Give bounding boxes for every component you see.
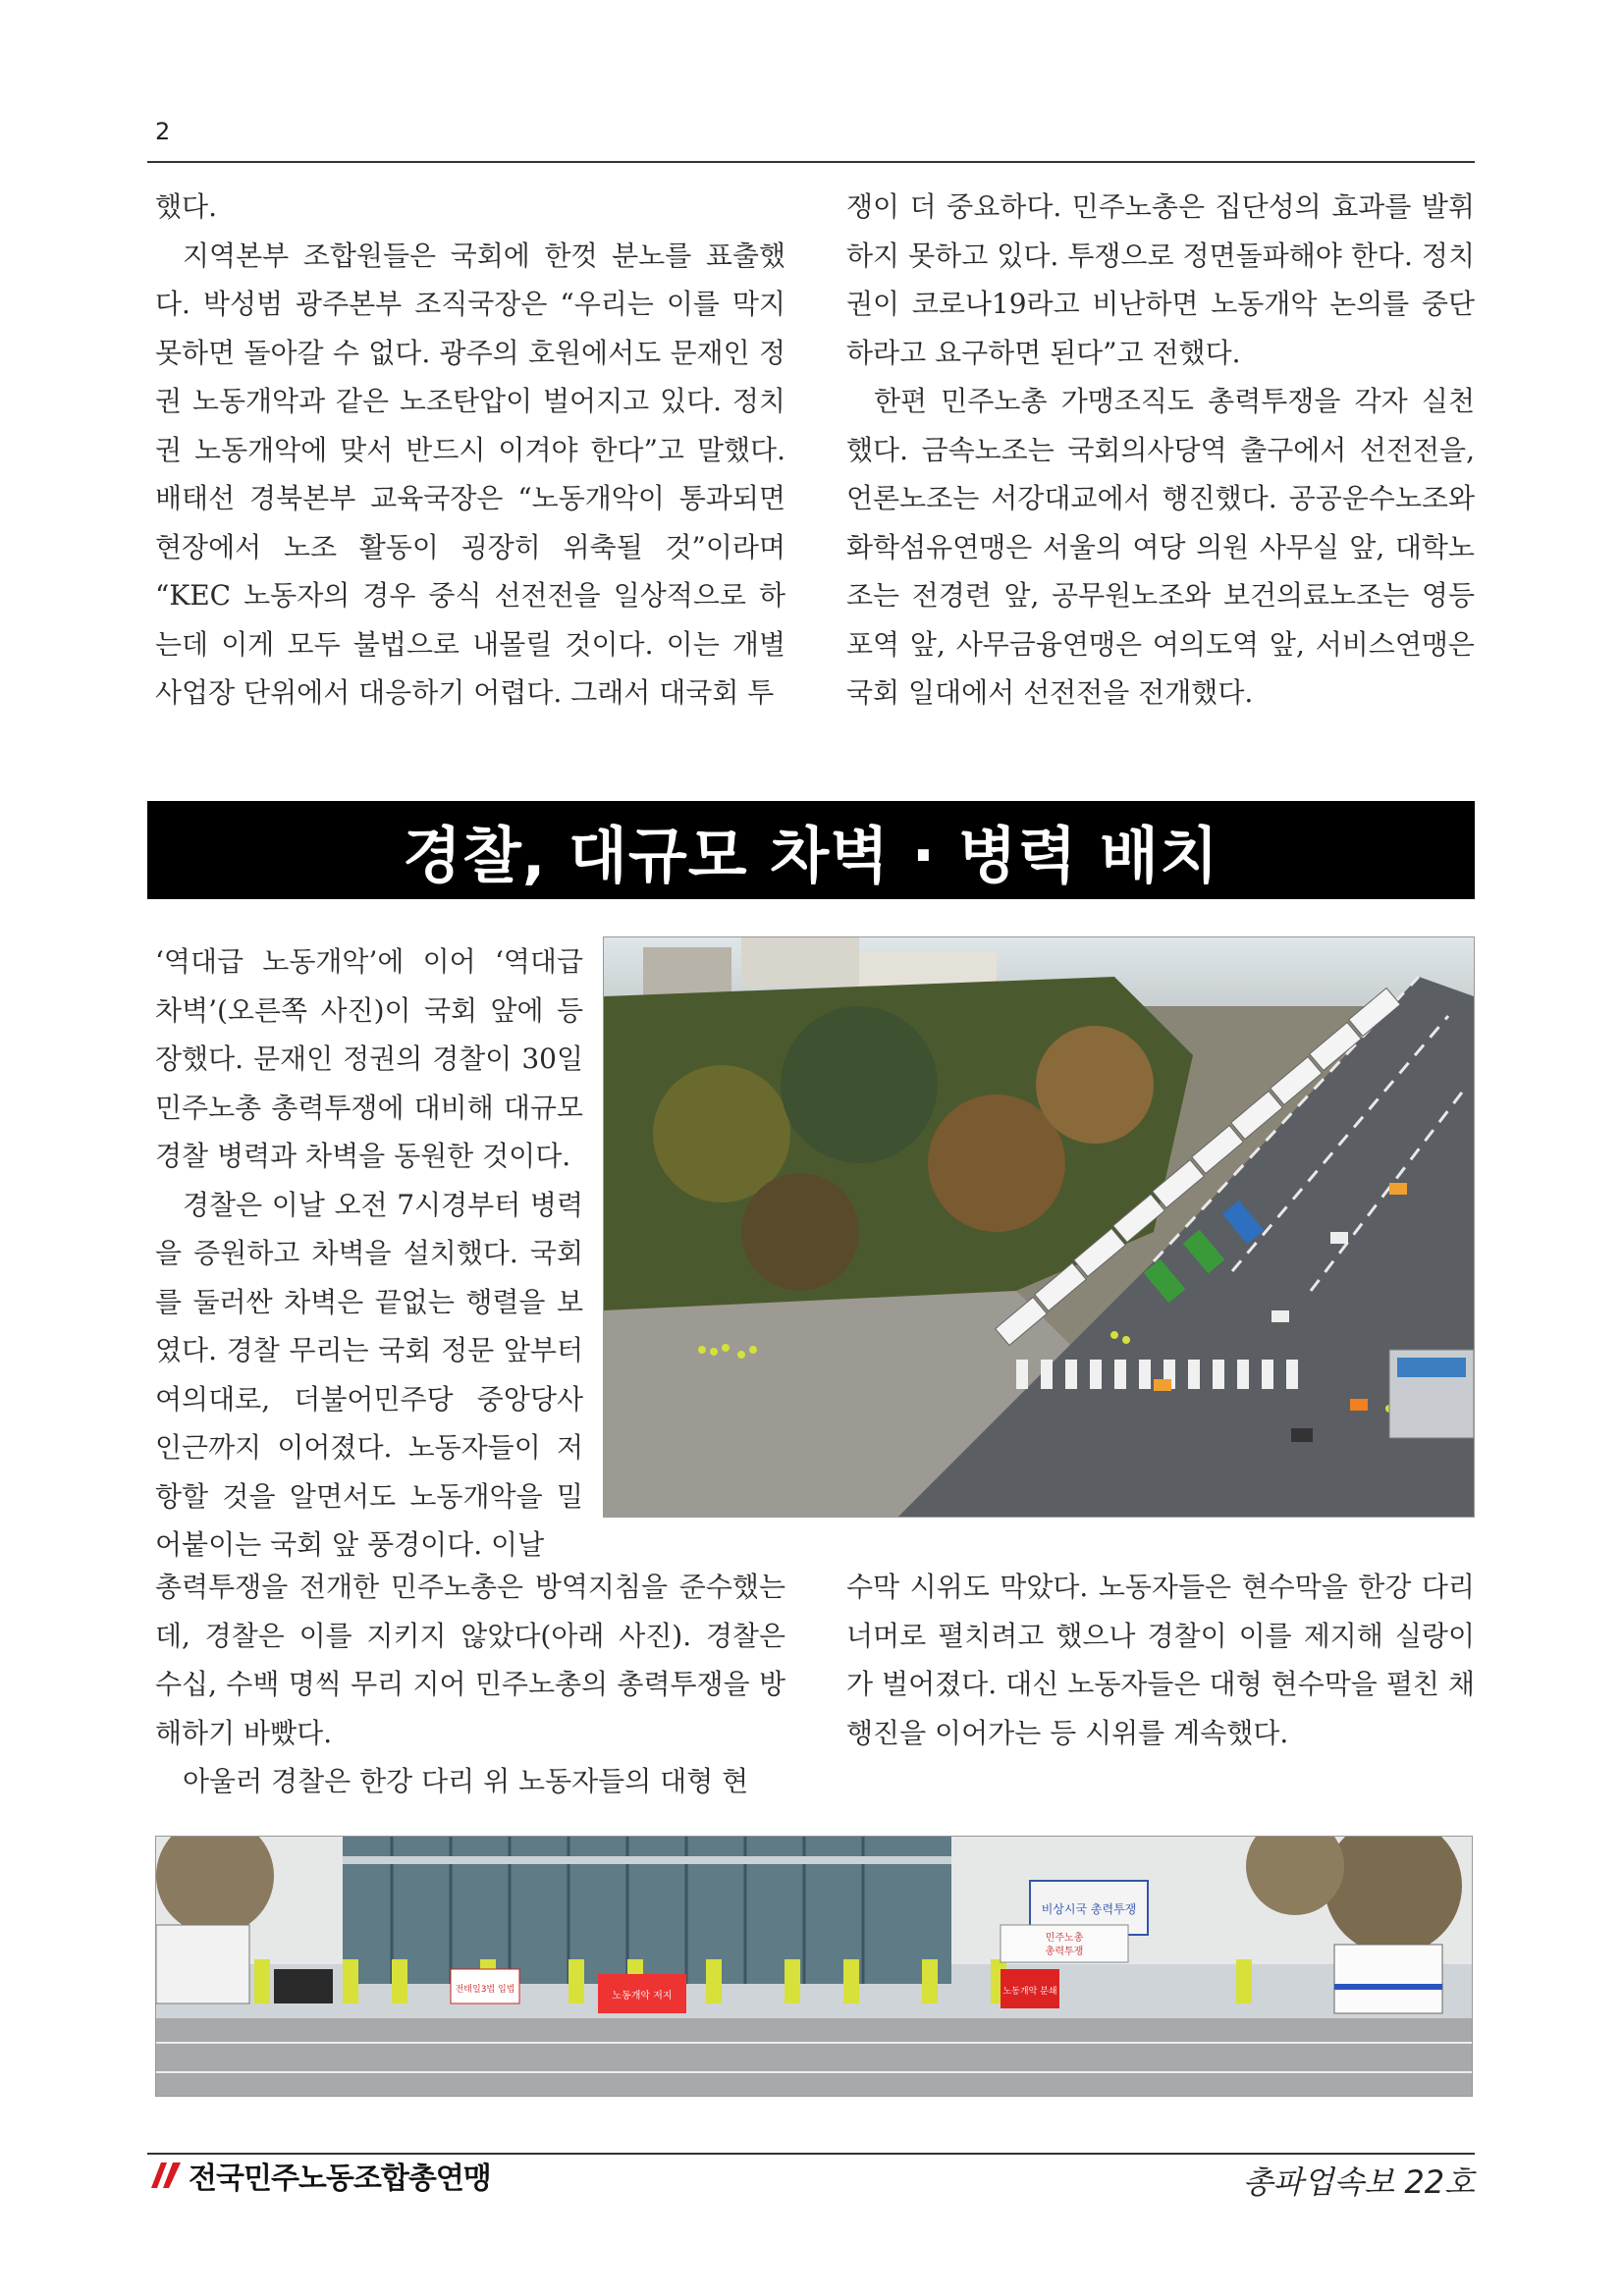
article-lower-right-column [846, 1563, 1475, 1757]
article-headline: 경찰, 대규모 차벽 · 병력 배치 [403, 819, 1219, 891]
paragraph: 쟁이 더 중요하다. 민주노총은 집단성의 효과를 발휘하지 못하고 있다. 투쟁으로 정면돌파해야 한다. 정치권이 코로나19라고 비난하면 노동개악 논의를 중단하라고 요구하면 된다”고 전했다. [846, 190, 1475, 369]
photo-sign-text: 노동개악 분쇄 [1002, 1987, 1057, 1997]
photo-sign-text: 전태일3법 입법 [455, 1985, 515, 1995]
footer-org-name: 전국민주노동조합총연맹 [189, 2162, 491, 2196]
paragraph: ‘역대급 노동개악’에 이어 ‘역대급 차벽’(오른쪽 사진)이 국회 앞에 등장했다. 문재인 정권의 경찰이 30일 민주노총 총력투쟁에 대비해 대규모 경찰 병력과 차벽을 동원한 것이다. [155, 945, 583, 1172]
paragraph: 아울러 경찰은 한강 다리 위 노동자들의 대형 현 [183, 1765, 749, 1797]
photo-banner-text: 민주노총 [1045, 1933, 1084, 1944]
paragraph: 지역본부 조합원들은 국회에 한껏 분노를 표출했다. 박성범 광주본부 조직국장은 “우리는 이를 막지 못하면 돌아갈 수 없다. 광주의 호원에서도 문재인 정권 노동개악과 같은 노조탄압이 벌어지고 있다. 정치권 노동개악에 맞서 반드시 이겨야 한다”고 말했다. 배태선 경북본부 교육국장은 “노동개악이 통과되면 현장에서 노조 활동이 굉장히 위축될 것”이라며 “KEC 노동자의 경우 중식 선전전을 일상적으로 하는데 이게 모두 불법으로 내몰릴 것이다. 이는 개별 사업장 단위에서 대응하기 어렵다. 그래서 대국회 투 [155, 239, 785, 709]
article-headline-bar [147, 801, 1475, 899]
header-rule [147, 161, 1475, 163]
footer-issue: 총파업속보 22호 [1242, 2163, 1475, 2201]
article-lower-left-column [155, 1563, 785, 1806]
article-narrow-column [155, 937, 583, 1570]
street-police-line-photo [155, 1836, 1473, 2097]
paragraph: 수막 시위도 막았다. 노동자들은 현수막을 한강 다리 너머로 펼치려고 했으나 경찰이 이를 제지해 실랑이가 벌어졌다. 대신 노동자들은 대형 현수막을 펼친 채 행진을 이어가는 등 시위를 계속했다. [846, 1571, 1475, 1749]
paragraph: 총력투쟁을 전개한 민주노총은 방역지침을 준수했는데, 경찰은 이를 지키지 않았다(아래 사진). 경찰은 수십, 수백 명씩 무리 지어 민주노총의 총력투쟁을 방해하기 바빴다. [155, 1571, 785, 1749]
top-left-column [155, 183, 785, 718]
kctu-logo-icon [149, 2161, 183, 2190]
top-right-column [846, 183, 1475, 718]
paragraph: 했다. [155, 190, 217, 223]
paragraph: 경찰은 이날 오전 7시경부터 병력을 증원하고 차벽을 설치했다. 국회를 둘러싼 차벽은 끝없는 행렬을 보였다. 경찰 무리는 국회 정문 앞부터 여의대로, 더불어민주당 중앙당사 인근까지 이어졌다. 노동자들이 저항할 것을 알면서도 노동개악을 밀어붙이는 국회 앞 풍경이다. 이날 [155, 1188, 583, 1561]
photo-banner-text: 총력투쟁 [1045, 1947, 1084, 1957]
paragraph: 한편 민주노총 가맹조직도 총력투쟁을 각자 실천했다. 금속노조는 국회의사당역 출구에서 선전전을, 언론노조는 서강대교에서 행진했다. 공공운수노조와 화학섬유연맹은 서울의 여당 의원 사무실 앞, 대학노조는 전경련 앞, 공무원노조와 보건의료노조는 영등포역 앞, 사무금융연맹은 여의도역 앞, 서비스연맹은 국회 일대에서 선전전을 전개했다. [846, 385, 1475, 709]
footer-logo [149, 2156, 491, 2195]
photo-sign-text: 노동개악 저지 [612, 1991, 673, 2002]
page-number: 2 [155, 118, 171, 145]
photo-banner-text: 비상시국 총력투쟁 [1041, 1902, 1137, 1916]
aerial-police-barricade-photo [603, 936, 1475, 1518]
